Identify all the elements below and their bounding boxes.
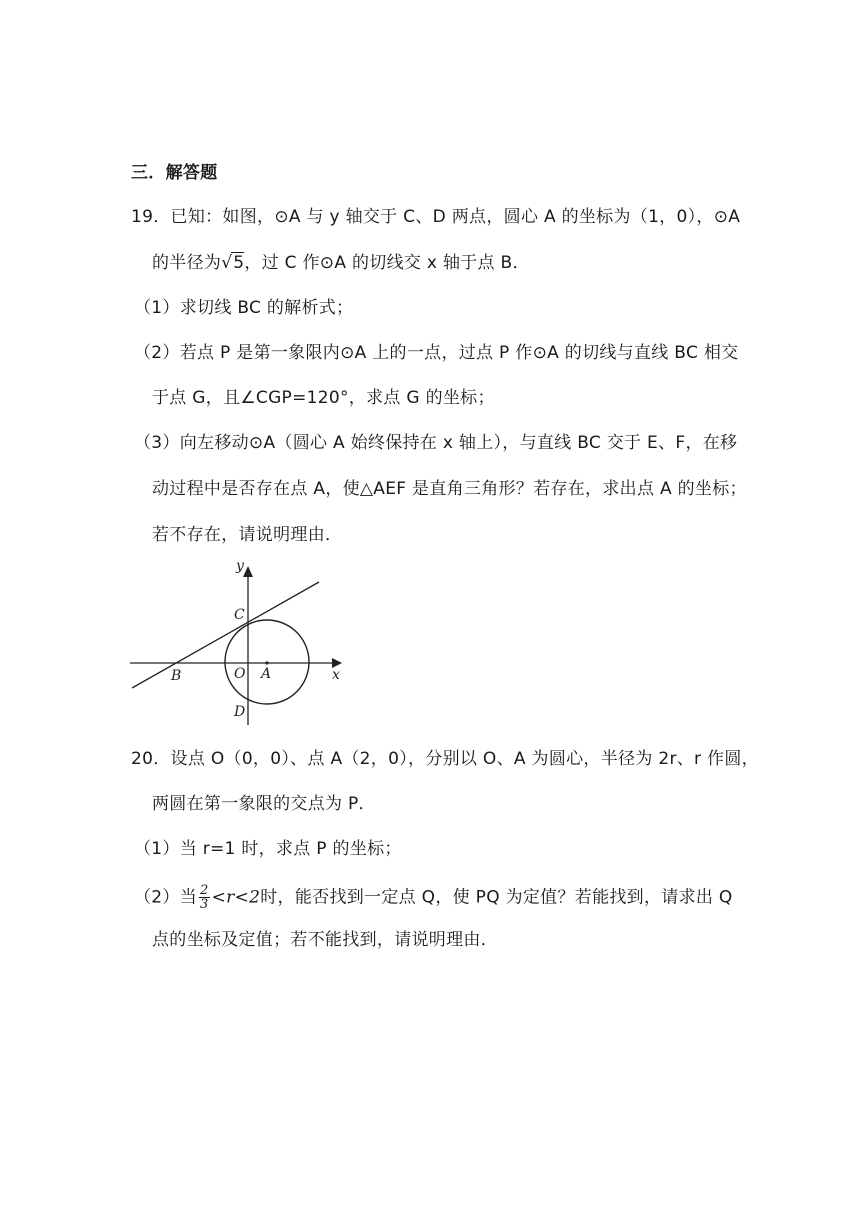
q20-part1: （1）当 r=1 时，求点 P 的坐标； [134, 839, 402, 859]
q19-part3-line1: （3）向左移动⊙A（圆心 A 始终保持在 x 轴上），与直线 BC 交于 E、F，在移 [134, 433, 738, 453]
q19-line2-after: ，过 C 作⊙A 的切线交 x 轴于点 B． [244, 253, 530, 273]
q19-part3-line2: 动过程中是否存在点 A，使△AEF 是直角三角形？若存在，求出点 A 的坐标； [152, 479, 747, 499]
q19-part2-line2: 于点 G，且∠CGP=120°，求点 G 的坐标； [152, 388, 495, 408]
q20-line1: 20．设点 O（0，0）、点 A（2，0），分别以 O、A 为圆心，半径为 2r、r 作圆， [131, 749, 759, 769]
q19-part3-line3: 若不存在，请说明理由． [152, 525, 343, 545]
tangent-bc [132, 582, 319, 688]
fraction-two-thirds [199, 884, 210, 911]
q19-part1: （1）求切线 BC 的解析式； [134, 298, 354, 318]
q20-line2: 两圆在第一象限的交点为 P． [152, 794, 376, 814]
radicand: 5 [233, 253, 245, 273]
q19-line2 [152, 253, 530, 273]
fraction-numerator: 2 [200, 883, 209, 898]
label-y: y [236, 558, 244, 574]
q19-part2-line1: （2）若点 P 是第一象限内⊙A 上的一点，过点 P 作⊙A 的切线与直线 BC 相交 [134, 343, 739, 363]
inequality-middle: <r< [211, 887, 250, 908]
q19-line1: 19．已知：如图，⊙A 与 y 轴交于 C、D 两点，圆心 A 的坐标为（1，0），⊙A [131, 207, 741, 227]
q20-part2-line1 [134, 884, 733, 911]
q20-part2-line2: 点的坐标及定值；若不能找到，请说明理由． [152, 930, 498, 950]
label-c: C [234, 607, 245, 623]
q19-figure [128, 557, 348, 729]
radical-sign: √ [221, 253, 233, 273]
sqrt-five [221, 253, 244, 273]
q19-line2-before: 的半径为 [152, 253, 222, 273]
q20-part2-prefix: （2）当 [134, 887, 198, 908]
center-a-dot [265, 661, 268, 664]
fraction-denominator: 3 [200, 897, 209, 912]
label-a: A [261, 666, 272, 682]
section-title: 三．解答题 [131, 163, 218, 183]
label-d: D [234, 704, 246, 720]
label-x: x [332, 667, 340, 683]
label-o: O [234, 666, 246, 682]
q20-part2-after: 时，能否找到一定点 Q，使 PQ 为定值？若能找到，请求出 Q [260, 887, 733, 908]
inequality-right: 2 [249, 887, 261, 908]
y-axis-arrow [243, 566, 253, 577]
label-b: B [171, 668, 182, 684]
